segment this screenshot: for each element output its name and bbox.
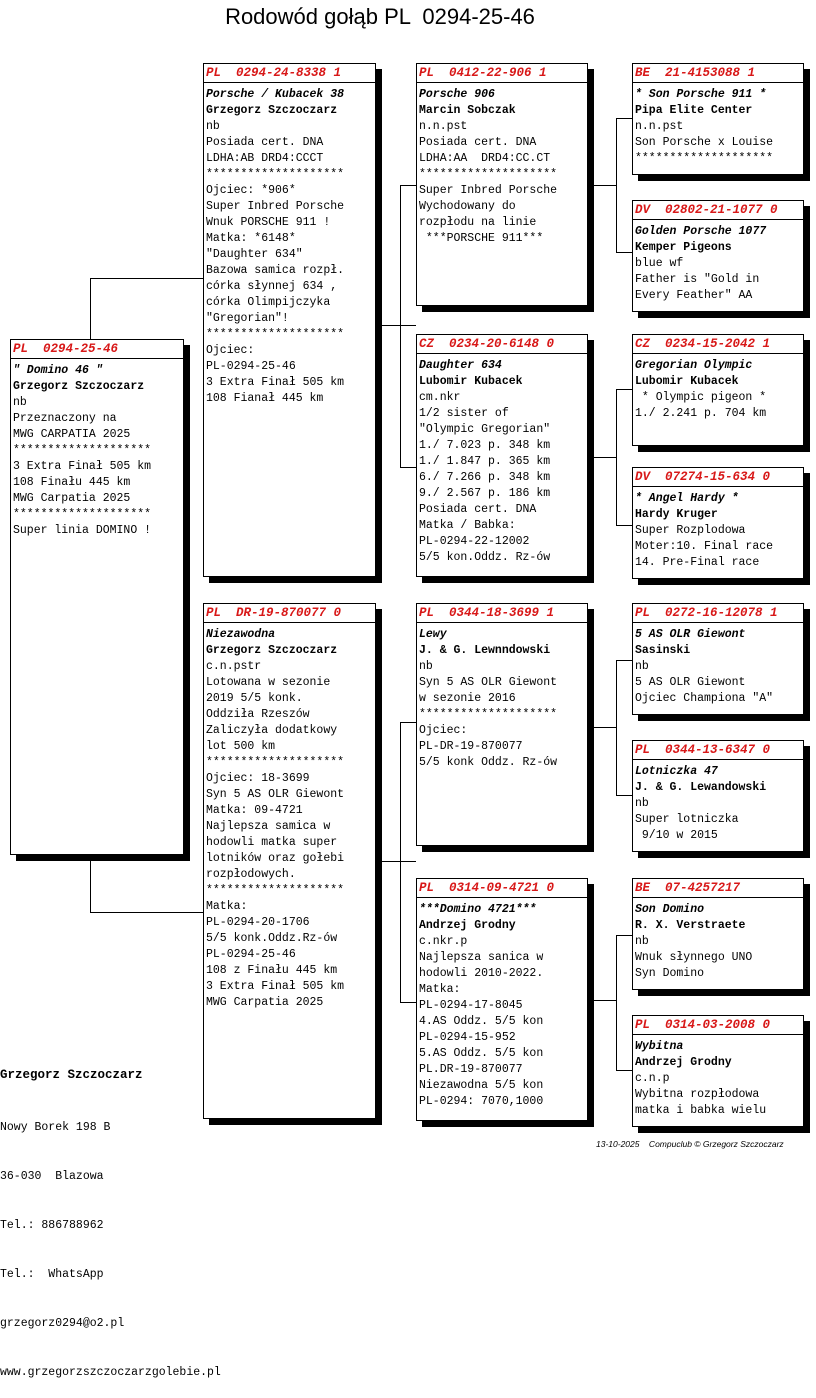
info-line: Matka:: [206, 900, 248, 913]
info-line: w sezonie 2016: [419, 692, 516, 705]
info-line: lot 500 km: [206, 740, 276, 753]
info-line: Son Porsche x Louise: [635, 136, 774, 149]
info-line: c.nkr.p: [419, 935, 468, 948]
info-line: 108 Finału 445 km: [13, 476, 131, 489]
info-line: 1./ 1.847 p. 365 km: [419, 455, 551, 468]
info-line: Matka: 09-4721: [206, 804, 303, 817]
pedigree-card-father[interactable]: [203, 63, 376, 577]
info-line: hodowli matka super: [206, 836, 338, 849]
ring-number: PL 0344-13-6347 0: [633, 742, 803, 760]
owner-name: Grzegorz Szczoczarz: [206, 644, 338, 657]
info-line: n.n.pst: [419, 120, 468, 133]
info-line: 9./ 2.567 p. 186 km: [419, 487, 551, 500]
info-line: ********************: [13, 444, 152, 457]
info-line: 14. Pre-Final race: [635, 556, 760, 569]
pigeon-name: Wybitna: [635, 1040, 684, 1053]
phone-line: Tel.: 886788962: [0, 1219, 104, 1233]
connector: [616, 252, 632, 253]
info-line: Bazowa samica rozpł.: [206, 264, 345, 277]
info-line: Oddziła Rzeszów: [206, 708, 310, 721]
info-line: nb: [635, 797, 649, 810]
ring-number: PL 0314-03-2008 0: [633, 1017, 803, 1035]
connector: [588, 1000, 616, 1001]
info-line: PL-0294: 7070,1000: [419, 1095, 544, 1108]
owner-name: Grzegorz Szczoczarz: [206, 104, 338, 117]
info-line: nb: [635, 660, 649, 673]
info-line: ********************: [635, 152, 774, 165]
ring-number: CZ 0234-15-2042 1: [633, 336, 803, 354]
info-line: rozpłodu na linie: [419, 216, 537, 229]
connector: [616, 660, 617, 795]
info-line: córka słynnej 634 ,: [206, 280, 338, 293]
info-line: LDHA:AB DRD4:CCCT: [206, 152, 324, 165]
owner-name: Marcin Sobczak: [419, 104, 516, 117]
info-line: 9/10 w 2015: [635, 829, 718, 842]
connector: [400, 722, 401, 1002]
breeder-name: Grzegorz Szczoczarz: [0, 1067, 143, 1082]
info-line: Posiada cert. DNA: [419, 136, 537, 149]
ring-number: CZ 0234-20-6148 0: [417, 336, 587, 354]
info-line: PL-0294-25-46: [206, 948, 296, 961]
info-line: Ojciec: 18-3699: [206, 772, 310, 785]
info-line: n.n.pst: [635, 120, 684, 133]
info-line: ***PORSCHE 911***: [419, 232, 544, 245]
info-line: 108 Fianał 445 km: [206, 392, 324, 405]
email-link[interactable]: grzegorz0294@o2.pl: [0, 1317, 125, 1331]
info-line: MWG Carpatia 2025: [206, 996, 324, 1009]
info-line: ********************: [206, 756, 345, 769]
info-line: PL-0294-25-46: [206, 360, 296, 373]
connector: [616, 1070, 632, 1071]
pigeon-name: Lotniczka 47: [635, 765, 718, 778]
owner-name: Pipa Elite Center: [635, 104, 753, 117]
info-line: Moter:10. Final race: [635, 540, 774, 553]
ring-number: BE 07-4257217: [633, 880, 803, 898]
connector: [616, 118, 632, 119]
info-line: Matka / Babka:: [419, 519, 516, 532]
info-line: Ojciec Championa "A": [635, 692, 774, 705]
info-line: nb: [635, 935, 649, 948]
info-line: 1./ 7.023 p. 348 km: [419, 439, 551, 452]
info-line: Lotowana w sezonie: [206, 676, 331, 689]
owner-name: Kemper Pigeons: [635, 241, 732, 254]
info-line: Super linia DOMINO !: [13, 524, 152, 537]
info-line: 1/2 sister of: [419, 407, 509, 420]
info-line: Super lotniczka: [635, 813, 739, 826]
ring-number: DV 07274-15-634 0: [633, 469, 803, 487]
owner-name: J. & G. Lewandowski: [635, 781, 767, 794]
info-line: MWG Carpatia 2025: [13, 492, 131, 505]
info-line: lotników oraz gołebi: [206, 852, 345, 865]
owner-name: Andrzej Grodny: [635, 1056, 732, 1069]
info-line: 5/5 konk.Oddz.Rz-ów: [206, 932, 338, 945]
info-line: LDHA:AA DRD4:CC.CT: [419, 152, 551, 165]
connector: [400, 185, 401, 467]
pedigree-card-ggf-2[interactable]: [632, 334, 804, 446]
connector: [588, 185, 616, 186]
pigeon-name: 5 AS OLR Giewont: [635, 628, 746, 641]
ring-number: PL 0344-18-3699 1: [417, 605, 587, 623]
pedigree-card-ggm-3[interactable]: [632, 740, 804, 852]
info-line: Matka: *6148*: [206, 232, 296, 245]
connector: [616, 660, 632, 661]
ring-number: BE 21-4153088 1: [633, 65, 803, 83]
info-line: Syn Domino: [635, 967, 705, 980]
ring-number: PL 0294-24-8338 1: [204, 65, 375, 83]
info-line: Wychodowany do: [419, 200, 516, 213]
info-line: PL-0294-22-12002: [419, 535, 530, 548]
info-line: c.n.p: [635, 1072, 670, 1085]
ring-number: PL 0314-09-4721 0: [417, 880, 587, 898]
pigeon-name: Lewy: [419, 628, 447, 641]
info-line: nb: [419, 660, 433, 673]
owner-name: Lubomir Kubacek: [419, 375, 523, 388]
info-line: ********************: [419, 168, 558, 181]
info-line: Najlepsza samica w: [206, 820, 331, 833]
info-line: rozpłodowych.: [206, 868, 296, 881]
info-line: Ojciec: *906*: [206, 184, 296, 197]
ring-number: DV 02802-21-1077 0: [633, 202, 803, 220]
owner-name: R. X. Verstraete: [635, 919, 746, 932]
pigeon-name: Daughter 634: [419, 359, 502, 372]
info-line: PL-0294-20-1706: [206, 916, 310, 929]
pedigree-card-mother[interactable]: [203, 603, 376, 1119]
info-line: 6./ 7.266 p. 348 km: [419, 471, 551, 484]
connector: [90, 278, 91, 340]
pedigree-card-ggf-1[interactable]: [632, 63, 804, 175]
pigeon-name: Porsche / Kubacek 38: [206, 88, 345, 101]
connector: [400, 467, 416, 468]
pedigree-card-paternal-grandfather[interactable]: [416, 63, 588, 306]
info-line: PL.DR-19-870077: [419, 1063, 523, 1076]
info-line: "Gregorian"!: [206, 312, 289, 325]
info-line: Syn 5 AS OLR Giewont: [206, 788, 345, 801]
info-line: córka Olimpijczyka: [206, 296, 331, 309]
info-line: ********************: [206, 168, 345, 181]
pigeon-name: " Domino 46 ": [13, 364, 103, 377]
info-line: ********************: [13, 508, 152, 521]
address-line: Nowy Borek 198 B: [0, 1121, 111, 1135]
info-line: 5/5 konk Oddz. Rz-ów: [419, 756, 558, 769]
owner-name: J. & G. Lewnndowski: [419, 644, 551, 657]
connector: [588, 457, 616, 458]
info-line: 5/5 kon.Oddz. Rz-ów: [419, 551, 551, 564]
ring-number: PL DR-19-870077 0: [204, 605, 375, 623]
pigeon-name: ***Domino 4721***: [419, 903, 537, 916]
connector: [616, 935, 617, 1070]
connector: [90, 278, 205, 279]
website-link[interactable]: www.grzegorzszczoczarzgolebie.pl: [0, 1365, 221, 1379]
info-line: Super Rozplodowa: [635, 524, 746, 537]
info-line: Posiada cert. DNA: [206, 136, 324, 149]
info-line: Wnuk PORSCHE 911 !: [206, 216, 331, 229]
info-line: 3 Extra Finał 505 km: [206, 980, 345, 993]
info-line: Przeznaczony na: [13, 412, 117, 425]
info-line: Niezawodna 5/5 kon: [419, 1079, 544, 1092]
connector: [616, 525, 632, 526]
connector: [616, 795, 632, 796]
info-line: blue wf: [635, 257, 684, 270]
info-line: Super Inbred Porsche: [419, 184, 558, 197]
breeder-contact: [0, 1034, 221, 1398]
address-line: 36-030 Blazowa: [0, 1170, 104, 1184]
info-line: c.n.pstr: [206, 660, 262, 673]
info-line: * Olympic pigeon *: [635, 391, 767, 404]
pigeon-name: * Son Porsche 911 *: [635, 88, 767, 101]
page-title: Rodowód gołąb PL 0294-25-46: [225, 4, 535, 29]
connector: [400, 1002, 416, 1003]
info-line: Father is "Gold in: [635, 273, 760, 286]
info-line: Ojciec:: [419, 724, 468, 737]
connector: [400, 722, 416, 723]
print-credit: 13-10-2025 Compuclub © Grzegorz Szczoczarz: [596, 1139, 784, 1149]
info-line: Syn 5 AS OLR Giewont: [419, 676, 558, 689]
info-line: MWG CARPATIA 2025: [13, 428, 131, 441]
owner-name: Andrzej Grodny: [419, 919, 516, 932]
pigeon-name: Porsche 906: [419, 88, 495, 101]
info-line: Posiada cert. DNA: [419, 503, 537, 516]
connector: [400, 185, 416, 186]
pedigree-card-ggf-4[interactable]: [632, 878, 804, 990]
info-line: Super Inbred Porsche: [206, 200, 345, 213]
connector: [588, 727, 616, 728]
connector: [616, 935, 632, 936]
pigeon-name: Niezawodna: [206, 628, 276, 641]
connector: [90, 912, 205, 913]
pedigree-card-ggm-1[interactable]: [632, 200, 804, 312]
owner-name: Hardy Kruger: [635, 508, 718, 521]
pigeon-name: Gregorian Olympic: [635, 359, 753, 372]
info-line: 1./ 2.241 p. 704 km: [635, 407, 767, 420]
info-line: 4.AS Oddz. 5/5 kon: [419, 1015, 544, 1028]
ring-number: PL 0272-16-12078 1: [633, 605, 803, 623]
info-line: "Daughter 634": [206, 248, 303, 261]
pedigree-card-maternal-grandmother[interactable]: [416, 878, 588, 1121]
info-line: 108 z Finału 445 km: [206, 964, 338, 977]
connector: [616, 118, 617, 252]
info-line: ********************: [419, 708, 558, 721]
info-line: Wybitna rozpłodowa: [635, 1088, 760, 1101]
ring-number: PL 0412-22-906 1: [417, 65, 587, 83]
info-line: Matka:: [419, 983, 461, 996]
pigeon-name: * Angel Hardy *: [635, 492, 739, 505]
pedigree-card-subject[interactable]: [10, 339, 184, 855]
info-line: matka i babka wielu: [635, 1104, 767, 1117]
connector: [616, 389, 617, 525]
info-line: 5.AS Oddz. 5/5 kon: [419, 1047, 544, 1060]
info-line: 2019 5/5 konk.: [206, 692, 303, 705]
pedigree-card-ggf-3[interactable]: [632, 603, 804, 715]
pedigree-card-maternal-grandfather[interactable]: [416, 603, 588, 846]
info-line: Wnuk słynnego UNO: [635, 951, 753, 964]
info-line: ********************: [206, 328, 345, 341]
pigeon-name: Golden Porsche 1077: [635, 225, 767, 238]
info-line: nb: [206, 120, 220, 133]
phone-line: Tel.: WhatsApp: [0, 1268, 104, 1282]
owner-name: Sasinski: [635, 644, 691, 657]
connector: [376, 861, 416, 862]
info-line: "Olympic Gregorian": [419, 423, 551, 436]
connector: [376, 325, 416, 326]
info-line: Ojciec:: [206, 344, 255, 357]
info-line: PL-DR-19-870077: [419, 740, 523, 753]
info-line: PL-0294-17-8045: [419, 999, 523, 1012]
info-line: 3 Extra Finał 505 km: [206, 376, 345, 389]
owner-name: Grzegorz Szczoczarz: [13, 380, 145, 393]
info-line: 5 AS OLR Giewont: [635, 676, 746, 689]
info-line: PL-0294-15-952: [419, 1031, 516, 1044]
info-line: hodowli 2010-2022.: [419, 967, 544, 980]
info-line: ********************: [206, 884, 345, 897]
owner-name: Lubomir Kubacek: [635, 375, 739, 388]
ring-number: PL 0294-25-46: [11, 341, 183, 359]
info-line: Zaliczyła dodatkowy: [206, 724, 338, 737]
connector: [90, 855, 91, 912]
info-line: 3 Extra Finał 505 km: [13, 460, 152, 473]
info-line: cm.nkr: [419, 391, 461, 404]
info-line: Every Feather" AA: [635, 289, 753, 302]
pigeon-name: Son Domino: [635, 903, 705, 916]
pedigree-card-ggm-4[interactable]: [632, 1015, 804, 1127]
pedigree-card-ggm-2[interactable]: [632, 467, 804, 579]
connector: [616, 389, 632, 390]
info-line: Najlepsza sanica w: [419, 951, 544, 964]
info-line: nb: [13, 396, 27, 409]
pedigree-card-paternal-grandmother[interactable]: [416, 334, 588, 577]
